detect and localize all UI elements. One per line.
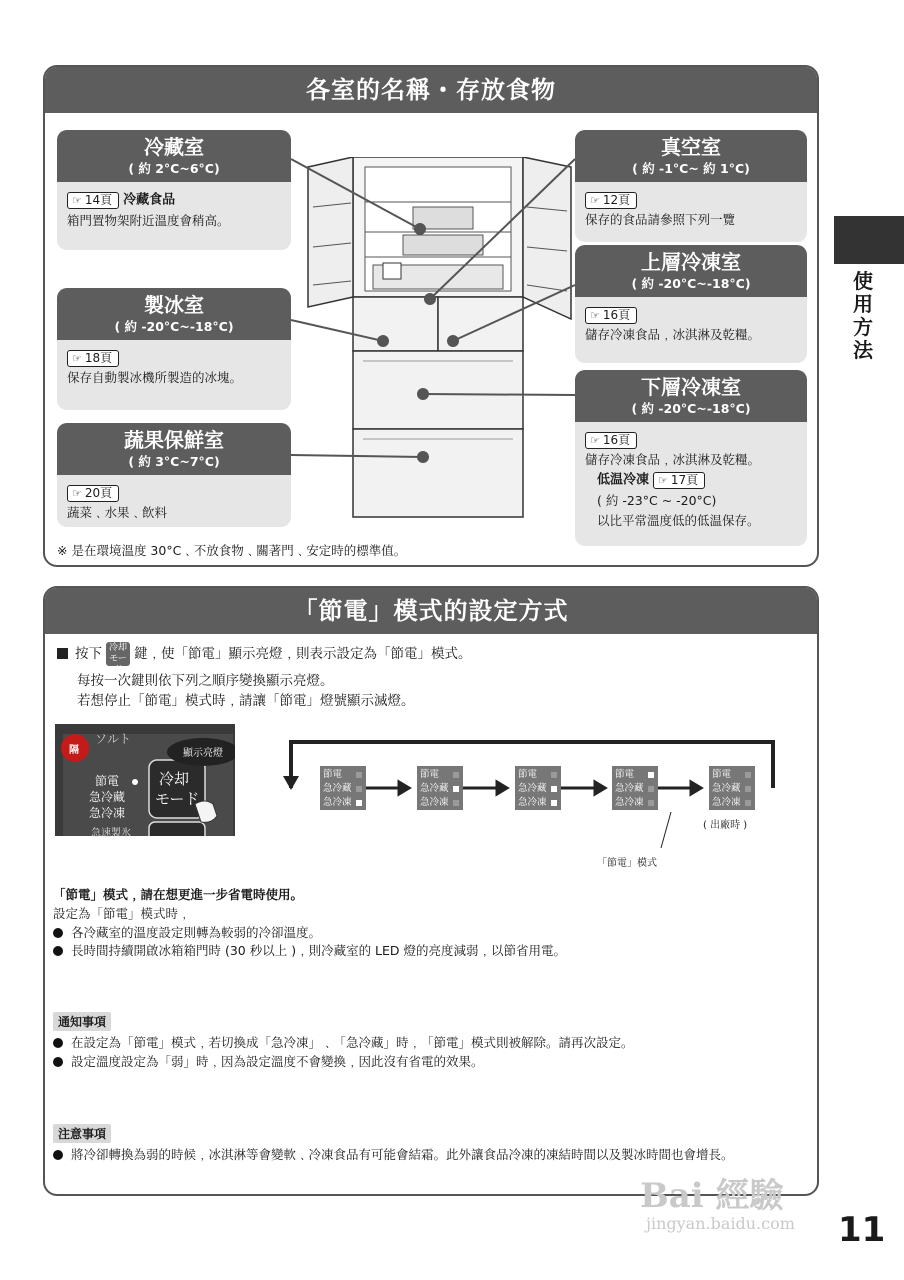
- card-refrigerator-temp: ( 約 2°C~6°C): [128, 161, 220, 176]
- card-ice-maker-name: 製冰室: [144, 293, 204, 317]
- indicator-light-icon: [745, 786, 751, 792]
- card-vegetable-desc: 蔬菜﹑水果﹑飲料: [67, 505, 168, 520]
- caution-title: 注意事項: [53, 1124, 111, 1143]
- card-refrigerator-ref-label: 冷藏食品: [123, 192, 176, 208]
- card-lower-freezer-temp: ( 約 -20°C~-18°C): [631, 401, 751, 416]
- photo-label-quick-freeze: 急冷凍: [89, 806, 126, 820]
- indicator-light-icon: [745, 800, 751, 806]
- card-vegetable-temp: ( 約 3°C~7°C): [128, 454, 220, 469]
- photo-button-label-1: 冷却: [159, 770, 190, 788]
- indicator-light-icon: [453, 786, 459, 792]
- bullet-icon: [53, 1150, 63, 1160]
- card-ice-maker-desc: 保存自動製冰機所製造的冰塊。: [67, 370, 243, 385]
- card-lower-freezer-desc: 儲存冷凍食品﹐冰淇淋及乾糧。: [585, 452, 761, 467]
- mode-state-1: [320, 766, 366, 810]
- mode-state-row: 急冷凍: [420, 796, 463, 810]
- pointing-hand-icon: ☞: [590, 309, 600, 322]
- photo-label-eco: 節電: [95, 774, 120, 788]
- usage-title: 「節電」模式﹐請在想更進一步省電時使用。: [53, 887, 304, 902]
- card-upper-freezer-name: 上層冷凍室: [641, 250, 741, 274]
- notice-title: 通知事項: [53, 1012, 111, 1031]
- indicator-light-icon: [453, 800, 459, 806]
- card-vacuum: [575, 130, 807, 242]
- mode-state-row: 節電: [615, 768, 658, 782]
- page-ref[interactable]: ☞ 14頁: [67, 192, 119, 209]
- card-upper-freezer: [575, 245, 807, 363]
- bullet-icon: [53, 1057, 63, 1067]
- indicator-light-icon: [745, 772, 751, 778]
- card-refrigerator-desc: 箱門置物架附近溫度會稍高。: [67, 212, 230, 228]
- photo-badge: 隔: [69, 745, 79, 756]
- indicator-light-icon: [551, 772, 557, 778]
- notice-item-1: 在設定為「節電」模式﹐若切換成「急冷凍」﹑「急冷藏」時﹐「節電」模式則被解除。請再次設定。: [53, 1034, 634, 1052]
- mode-state-row: 急冷藏: [615, 782, 658, 796]
- control-panel-photo: [55, 724, 235, 839]
- instruction-line-2: 每按一次鍵則依下列之順序變換顯示亮燈。: [77, 673, 334, 689]
- card-lower-freezer-name: 下層冷凍室: [641, 375, 741, 399]
- pointing-hand-icon: ☞: [658, 474, 668, 487]
- page-ref[interactable]: ☞ 17頁: [653, 472, 705, 489]
- baidu-watermark-logo: Bai 經驗: [640, 1176, 784, 1216]
- mode-state-4: [612, 766, 658, 810]
- card-refrigerator: [57, 130, 291, 250]
- card-refrigerator-name: 冷藏室: [144, 135, 204, 159]
- section-title-compartments: 各室的名稱・存放食物: [45, 67, 817, 113]
- bullet-icon: [53, 1038, 63, 1048]
- page-ref[interactable]: ☞ 12頁: [585, 192, 637, 209]
- mode-state-row: 急冷藏: [323, 782, 366, 796]
- page-ref[interactable]: ☞ 16頁: [585, 432, 637, 449]
- mode-state-row: 急冷凍: [518, 796, 561, 810]
- photo-label-quick-chill: 急冷藏: [89, 790, 126, 804]
- chapter-tab-marker: [834, 216, 904, 264]
- mode-state-row: 急冷凍: [323, 796, 366, 810]
- compartments-panel: [43, 65, 819, 567]
- pointing-hand-icon: ☞: [590, 434, 600, 447]
- mode-state-row: 急冷藏: [420, 782, 463, 796]
- page-ref[interactable]: ☞ 16頁: [585, 307, 637, 324]
- card-upper-freezer-desc: 儲存冷凍食品﹐冰淇淋及乾糧。: [585, 327, 761, 342]
- standard-value-note: ※ 是在環境溫度 30°C﹑不放食物﹑關著門﹑安定時的標準值。: [57, 543, 407, 558]
- page-number: 11: [838, 1210, 886, 1250]
- section-title-eco-mode: 「節電」模式的設定方式: [45, 588, 817, 634]
- card-lower-freezer: [575, 370, 807, 546]
- card-ice-maker: [57, 288, 291, 410]
- low-temp-freeze-temp: ( 約 -23°C ~ -20°C): [597, 492, 717, 508]
- indicator-light-icon: [551, 800, 557, 806]
- card-ice-maker-temp: ( 約 -20°C~-18°C): [114, 319, 234, 334]
- usage-intro: 設定為「節電」模式時﹐: [53, 906, 191, 921]
- mode-state-5: [709, 766, 755, 810]
- instruction-line: 按下 冷却 モード鍵﹐使「節電」顯示亮燈﹐則表示設定為「節電」模式。: [57, 642, 472, 666]
- mode-state-2: [417, 766, 463, 810]
- pointing-hand-icon: ☞: [72, 352, 82, 365]
- mode-state-row: 急冷藏: [712, 782, 755, 796]
- page-ref[interactable]: ☞ 18頁: [67, 350, 119, 367]
- photo-callout: 顯示亮燈: [183, 748, 223, 759]
- indicator-light-icon: [551, 786, 557, 792]
- usage-item-2: 長時間持續開啟冰箱箱門時 (30 秒以上 )﹐則冷藏室的 LED 燈的亮度減弱﹐以節省用電。: [53, 942, 566, 960]
- indicator-light-icon: [356, 772, 362, 778]
- notice-item-2: 設定溫度設定為「弱」時﹐因為設定溫度不會變換﹐因此沒有省電的效果。: [53, 1053, 484, 1071]
- card-vegetable: [57, 423, 291, 527]
- low-temp-freeze-desc: 以比平常溫度低的低温保存。: [597, 512, 760, 528]
- pointing-hand-icon: ☞: [590, 194, 600, 207]
- card-vegetable-name: 蔬果保鮮室: [124, 428, 224, 452]
- mode-state-row: 急冷凍: [712, 796, 755, 810]
- cooling-mode-key-icon: 冷却 モード: [106, 642, 130, 666]
- photo-button-label-2: モード: [155, 790, 200, 808]
- bullet-icon: [53, 928, 63, 938]
- card-upper-freezer-temp: ( 約 -20°C~-18°C): [631, 276, 751, 291]
- baidu-watermark-url: jingyan.baidu.com: [646, 1214, 795, 1233]
- mode-state-row: 節電: [323, 768, 366, 782]
- photo-label-top: ソルト: [95, 732, 132, 746]
- pointing-hand-icon: ☞: [72, 487, 82, 500]
- indicator-light-icon: [648, 786, 654, 792]
- fridge-illustration: [303, 157, 573, 547]
- indicator-light-icon: [356, 800, 362, 806]
- card-vacuum-desc: 保存的食品請參照下列一覽: [585, 212, 736, 227]
- bullet-icon: [53, 946, 63, 956]
- mode-state-3: [515, 766, 561, 810]
- mode-state-row: 節電: [712, 768, 755, 782]
- mode-state-row: 節電: [518, 768, 561, 782]
- caution-item-1: 將冷卻轉換為弱的時候﹐冰淇淋等會變軟﹑冷凍食品有可能會結霜。此外讓食品冷凍的凍結時間以及製冰時間也會增長。: [53, 1146, 734, 1164]
- mode-state-row: 節電: [420, 768, 463, 782]
- low-temp-freeze-label: 低温冷凍: [597, 472, 650, 488]
- indicator-light-icon: [648, 772, 654, 778]
- usage-item-1: 各冷藏室的溫度設定則轉為較弱的冷卻溫度。: [53, 924, 321, 942]
- control-panel-drawing: [55, 724, 235, 836]
- mode-state-row: 急冷藏: [518, 782, 561, 796]
- instruction-line-3: 若想停止「節電」模式時﹐請讓「節電」燈號顯示滅燈。: [77, 693, 415, 709]
- eco-mode-label: 「節電」模式: [597, 858, 657, 869]
- mode-state-row: 急冷凍: [615, 796, 658, 810]
- indicator-light-icon: [648, 800, 654, 806]
- indicator-light-icon: [453, 772, 459, 778]
- chapter-tab-label: 使用方法: [853, 269, 873, 362]
- eco-mode-panel: [43, 586, 819, 1196]
- square-bullet-icon: [57, 648, 68, 659]
- page-ref[interactable]: ☞ 20頁: [67, 485, 119, 502]
- pointing-hand-icon: ☞: [72, 194, 82, 207]
- indicator-light-icon: [356, 786, 362, 792]
- card-vacuum-name: 真空室: [661, 135, 721, 159]
- photo-label-bottom: 急速製氷: [91, 828, 131, 839]
- factory-default-label: ( 出廠時 ): [703, 820, 748, 831]
- card-vacuum-temp: ( 約 -1°C~ 約 1°C): [632, 161, 750, 176]
